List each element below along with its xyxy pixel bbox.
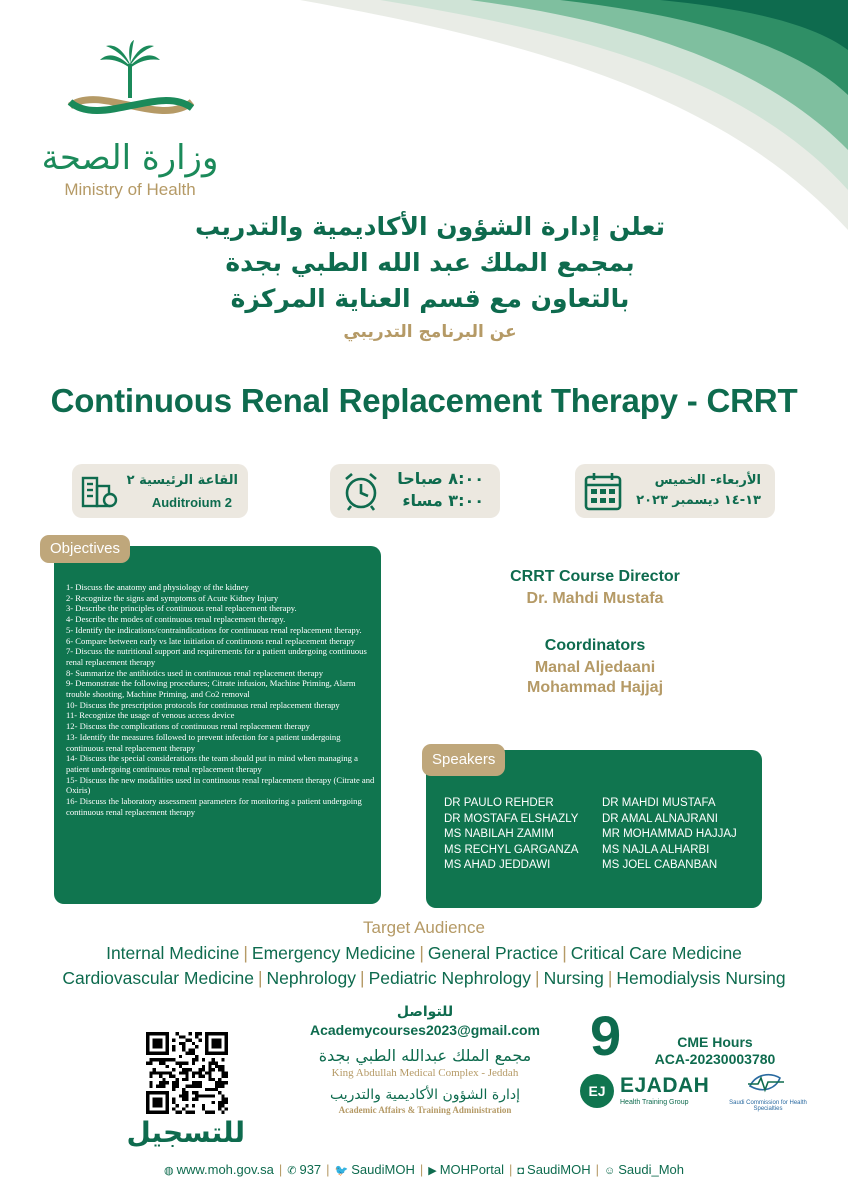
separator: | <box>243 943 248 963</box>
objective-item: 10- Discuss the prescription protocols for continuous renal replacement therapy <box>66 699 340 710</box>
footer-link[interactable]: SaudiMOH <box>351 1162 415 1177</box>
ministry-name-ar: وزارة الصحة <box>41 138 219 178</box>
announcement-line-2: بمجمع الملك عبد الله الطبي بجدة <box>225 248 635 277</box>
time-start: ٨:٠٠ صباحا <box>397 469 484 488</box>
announcement-line-1: تعلن إدارة الشؤون الأكاديمية والتدريب <box>195 212 665 241</box>
moh-logo <box>30 36 230 200</box>
announcement-line-3: بالتعاون مع قسم العناية المركزة <box>230 284 630 313</box>
target-audience-heading: Target Audience <box>363 918 485 937</box>
cme-block <box>640 1034 790 1068</box>
objective-item: 9- Demonstrate the following procedures; Citrate infusion, Machine Priming, Alarm trouble shooting, Machine Priming, and Co2 removal <box>66 678 356 700</box>
separator: | <box>278 1162 283 1177</box>
audience-specialty: Emergency Medicine <box>251 943 416 963</box>
contact-block <box>290 1004 560 1115</box>
speaker-name: MS NABILAH ZAMIM <box>444 828 554 840</box>
twitter-icon: 🐦 <box>334 1165 349 1177</box>
objective-item: 5- Identify the indications/contraindications for continuous renal replacement therapy. <box>66 624 362 635</box>
coordinator-name: Mohammad Hajjaj <box>526 679 664 696</box>
snapchat-icon: ☺ <box>604 1165 616 1177</box>
separator: | <box>419 1162 424 1177</box>
footer-social-links <box>0 1162 848 1177</box>
objective-item: 15- Discuss the new modalities used in continuous renal replacement therapy (Citrate and Oxiris) <box>66 774 375 796</box>
objective-item: 13- Identify the measures followed to prevent infection for a patient undergoing continuous renal replacement therapy <box>66 731 341 753</box>
ejadah-sub: Health Training Group <box>620 1099 689 1106</box>
objective-item: 12- Discuss the complications of continuous renal replacement therapy <box>66 721 310 732</box>
speaker-name: MR MOHAMMAD HAJJAJ <box>602 828 737 840</box>
venue-en: Auditroium 2 <box>151 495 232 510</box>
instagram-icon: ◘ <box>517 1165 525 1177</box>
objective-item: 1- Discuss the anatomy and physiology of the kidney <box>66 582 249 592</box>
target-audience-line-2 <box>0 968 848 989</box>
speakers-right-column <box>602 796 737 874</box>
audience-specialty: General Practice <box>427 943 559 963</box>
objective-item: 3- Describe the principles of continuous renal replacement therapy. <box>66 603 297 614</box>
date-box <box>575 464 775 518</box>
objective-item: 8- Summarize the antibiotics used in continuous renal replacement therapy <box>66 667 324 678</box>
objective-item: 11- Recognize the usage of venous access device <box>66 710 235 721</box>
announcement-line-4: عن البرنامج التدريبي <box>343 322 517 342</box>
ejadah-name: EJADAH <box>620 1074 710 1097</box>
contact-email[interactable]: Academycourses2023@gmail.com <box>310 1022 540 1038</box>
footer-link[interactable]: 937 <box>299 1162 322 1177</box>
separator: | <box>419 943 424 963</box>
speakers-tag: Speakers <box>422 744 505 776</box>
speakers-left-column <box>444 796 578 874</box>
registration-qr-code[interactable] <box>146 1030 228 1116</box>
audience-specialty: Hemodialysis Nursing <box>616 968 786 988</box>
speaker-name: DR MOSTAFA ELSHAZLY <box>444 812 579 825</box>
cme-hours-number: 9 <box>590 1004 622 1067</box>
separator: | <box>607 968 613 988</box>
coordinator-name: Manal Aljedaani <box>534 659 656 676</box>
separator: | <box>509 1162 513 1177</box>
objective-item: 7- Discuss the nutritional support and requirements for a patient undergoing continuous renal replacement therapy <box>66 646 367 667</box>
audience-specialty: Nursing <box>543 968 604 988</box>
scfhs-logo-icon <box>746 1068 786 1098</box>
department-name-ar: إدارة الشؤون الأكاديمية والتدريب <box>329 1087 521 1103</box>
speaker-name: DR AMAL ALNAJRANI <box>602 812 718 825</box>
speaker-name: MS AHAD JEDDAWI <box>444 859 551 871</box>
speaker-name: MS RECHYL GARGANZA <box>444 843 579 856</box>
objective-item: 16- Discuss the laboratory assessment parameters for monitoring a patient undergoing continuous renal replacement therapy <box>66 796 362 817</box>
separator: | <box>562 943 567 963</box>
register-label: للتسجيل <box>126 1116 245 1149</box>
time-box <box>330 464 500 518</box>
target-audience-line-1 <box>0 943 848 964</box>
cme-label: CME Hours <box>677 1034 753 1050</box>
director-name: Dr. Mahdi Mustafa <box>526 590 664 607</box>
audience-specialty: Cardiovascular Medicine <box>62 968 254 988</box>
director-heading: CRRT Course Director <box>510 568 680 585</box>
separator: | <box>360 968 365 988</box>
objective-item: 4- Describe the modes of continuous renal replacement therapy. <box>66 614 286 625</box>
speaker-name: MS NAJLA ALHARBI <box>602 843 710 856</box>
youtube-icon: ▶ <box>428 1165 437 1177</box>
venue-box <box>72 464 248 518</box>
phone-icon: ✆ <box>287 1165 297 1177</box>
coordinators-block <box>460 637 730 697</box>
audience-specialty: Pediatric Nephrology <box>368 968 532 988</box>
speaker-name: MS JOEL CABANBAN <box>602 859 718 871</box>
course-title: Continuous Renal Replacement Therapy - CRRT <box>50 382 798 419</box>
date-days: الأربعاء- الخميس <box>654 473 761 488</box>
time-end: ٣:٠٠ مساء <box>402 491 484 510</box>
objectives-tag: Objectives <box>40 535 130 563</box>
ministry-name-en: Ministry of Health <box>64 180 196 199</box>
building-icon <box>80 472 120 510</box>
director-block <box>460 568 730 608</box>
objective-item: 2- Recognize the signs and symptoms of Acute Kidney Injury <box>66 592 279 603</box>
calendar-icon <box>583 470 623 512</box>
separator: | <box>535 968 540 988</box>
globe-icon: ◍ <box>163 1165 174 1177</box>
objectives-list <box>66 582 378 817</box>
date-dates: ١٣-١٤ ديسمبر ٢٠٢٣ <box>636 493 761 508</box>
ejadah-logo-mark: EJ <box>580 1074 614 1108</box>
complex-name-ar: مجمع الملك عبدالله الطبي بجدة <box>318 1046 532 1065</box>
speaker-name: DR PAULO REHDER <box>444 797 554 809</box>
speaker-name: DR MAHDI MUSTAFA <box>602 797 716 809</box>
contact-label: للتواصل <box>396 1004 454 1020</box>
scfhs-name: Saudi Commission for Health Specialties <box>729 1100 807 1112</box>
palm-swords-emblem <box>30 36 230 136</box>
venue-ar: القاعة الرئيسية ٢ <box>126 473 238 488</box>
separator: | <box>257 968 263 988</box>
department-name-en: Academic Affairs & Training Administration <box>338 1105 512 1115</box>
footer-link[interactable]: www.moh.gov.sa <box>176 1162 274 1177</box>
objective-item: 6- Compare between early vs late initiation of continnons renal replacement therapy <box>66 635 355 646</box>
separator: | <box>326 1162 330 1177</box>
audience-specialty: Critical Care Medicine <box>570 943 742 963</box>
coordinators-heading: Coordinators <box>544 637 646 654</box>
footer-link[interactable]: MOHPortal <box>439 1162 504 1177</box>
audience-specialty: Internal Medicine <box>106 943 240 963</box>
audience-specialty: Nephrology <box>266 968 357 988</box>
footer-link[interactable]: SaudiMOH <box>527 1162 591 1177</box>
footer-link[interactable]: Saudi_Moh <box>618 1162 685 1177</box>
separator: | <box>595 1162 600 1177</box>
cme-code: ACA-20230003780 <box>654 1051 776 1067</box>
alarm-clock-icon <box>340 470 382 512</box>
complex-name-en: King Abdullah Medical Complex - Jeddah <box>331 1067 519 1079</box>
objective-item: 14- Discuss the special considerations the team should put in mind when managing a patient undergoing continuous renal replacement therapy <box>66 753 358 774</box>
